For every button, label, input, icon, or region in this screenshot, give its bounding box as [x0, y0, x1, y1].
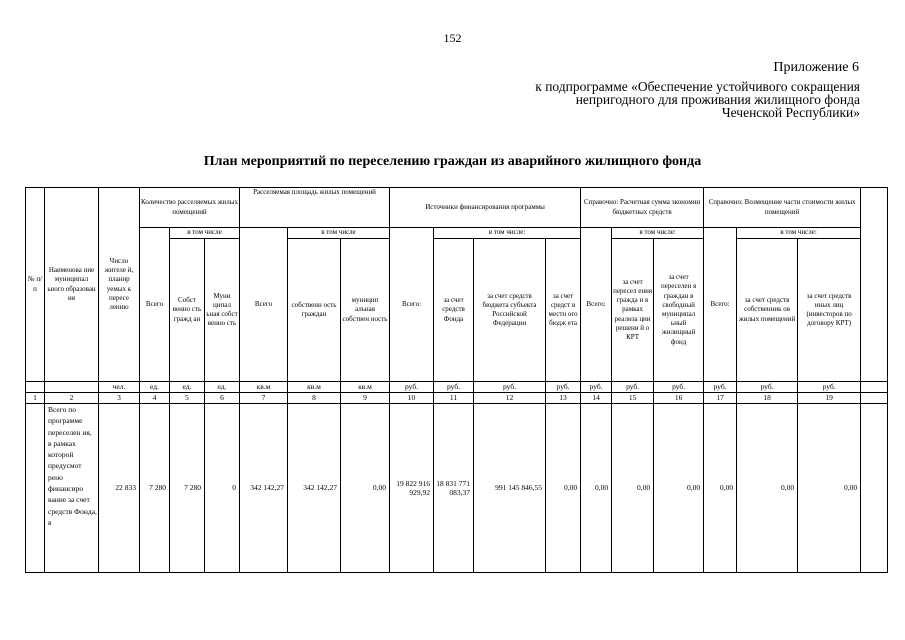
unit-cell: руб. — [704, 382, 737, 393]
header-savings-group: Справочно: Расчетная сумма экономии бюджетных средств — [581, 188, 704, 228]
column-number: 6 — [205, 393, 240, 404]
column-number: 1 — [26, 393, 45, 404]
header-savings-total: Всего: — [581, 228, 612, 382]
header-savings-free-fund: за счет переселен я граждан в свободный муниципал ьный жилищный фонд — [654, 239, 704, 382]
unit-cell: руб. — [612, 382, 654, 393]
unit-cell: руб. — [390, 382, 434, 393]
cell-finance-total: 19 822 916 929,92 — [390, 404, 434, 573]
header-finance-subject: за счет средств бюджета субъекта Российской Федерации — [474, 239, 546, 382]
unit-cell: руб. — [798, 382, 861, 393]
header-finance-total: Всего: — [390, 228, 434, 382]
appendix-title: Приложение 6 — [773, 60, 859, 75]
extra-column-cell — [861, 404, 888, 573]
cell-reimbursement-total: 0,00 — [704, 404, 737, 573]
header-finance-group: Источники финансирования программы — [390, 188, 581, 228]
extra-column-cell — [861, 382, 888, 393]
unit-cell: руб. — [546, 382, 581, 393]
header-reimbursement-group: Справочно: Возмещение части стоимости жилых помещений — [704, 188, 861, 228]
header-finance-local: за счет средст в местн ого бюдж ета — [546, 239, 581, 382]
header-savings-ktr: за счет пересел ения гражда н в рамках реализа ции решени й о КРТ — [612, 239, 654, 382]
unit-cell: чел. — [99, 382, 140, 393]
unit-cell: ед. — [205, 382, 240, 393]
header-premises-total: Всего — [140, 228, 170, 382]
resettlement-plan-table — [25, 187, 888, 573]
unit-cell: кв.м — [288, 382, 341, 393]
extra-column-cell — [861, 393, 888, 404]
cell-num — [26, 404, 45, 573]
column-number: 7 — [240, 393, 288, 404]
header-premises-municipal: Муни ципал ьная собст венно сть — [205, 239, 240, 382]
header-reimbursement-owners: за счет средств собственник ов жилых помещений — [737, 239, 798, 382]
header-area-group: Расселяемая площадь жилых помещений — [240, 188, 390, 228]
cell-residents: 22 833 — [99, 404, 140, 573]
unit-cell: руб. — [737, 382, 798, 393]
column-number: 2 — [45, 393, 99, 404]
header-premises-group: Количество расселяемых жилых помещений — [140, 188, 240, 228]
column-numbers-row — [26, 393, 888, 404]
cell-reimbursement-owners: 0,00 — [737, 404, 798, 573]
cell-finance-subject: 991 145 846,55 — [474, 404, 546, 573]
header-finance-fund: за счет средств Фонда — [434, 239, 474, 382]
table-row — [26, 404, 888, 573]
unit-cell: кв.м — [240, 382, 288, 393]
column-number: 11 — [434, 393, 474, 404]
column-number: 16 — [654, 393, 704, 404]
cell-savings-total: 0,00 — [581, 404, 612, 573]
cell-savings-free-fund: 0,00 — [654, 404, 704, 573]
header-reimbursement-investors: за счет средств иных лиц (инвесторов по договору КРТ) — [798, 239, 861, 382]
cell-area-total: 342 142,27 — [240, 404, 288, 573]
column-number: 14 — [581, 393, 612, 404]
unit-cell — [26, 382, 45, 393]
cell-area-owned: 342 142,27 — [288, 404, 341, 573]
header-area-including: в том числе — [288, 228, 390, 239]
header-premises-including: в том числе — [170, 228, 240, 239]
column-number: 18 — [737, 393, 798, 404]
unit-cell: ед. — [140, 382, 170, 393]
cell-name: Всего по программе переселен ия, в рамках которой предусмот рено финансиро вание за счет средств Фонда, в — [45, 404, 99, 573]
header-name: Наименова ние муниципал ьного образован ия — [45, 188, 99, 382]
column-number: 5 — [170, 393, 205, 404]
unit-cell: руб. — [581, 382, 612, 393]
header-savings-including: в том числе: — [612, 228, 704, 239]
extra-column-cell — [861, 188, 888, 382]
column-number: 4 — [140, 393, 170, 404]
cell-finance-fund: 18 831 771 083,37 — [434, 404, 474, 573]
unit-cell: кв.м — [341, 382, 390, 393]
cell-premises-municipal: 0 — [205, 404, 240, 573]
column-number: 10 — [390, 393, 434, 404]
header-area-total: Всего — [240, 228, 288, 382]
header-finance-including: в том числе: — [434, 228, 581, 239]
column-number: 12 — [474, 393, 546, 404]
header-premises-owned: Собст венно сть гражд ан — [170, 239, 205, 382]
header-area-municipal: муницип альная собствен ность — [341, 239, 390, 382]
header-reimbursement-including: в том числе: — [737, 228, 861, 239]
column-number: 3 — [99, 393, 140, 404]
appendix-subtitle: к подпрограмме «Обеспечение устойчивого сокращения непригодного для проживания жилищного фонда Чеченской Республики» — [535, 79, 860, 120]
unit-cell — [45, 382, 99, 393]
column-number: 15 — [612, 393, 654, 404]
cell-savings-ktr: 0,00 — [612, 404, 654, 573]
unit-cell: ед. — [170, 382, 205, 393]
plan-title: План мероприятий по переселению граждан из аварийного жилищного фонда — [203, 154, 702, 169]
unit-cell: руб. — [434, 382, 474, 393]
cell-area-municipal: 0,00 — [341, 404, 390, 573]
column-number: 17 — [704, 393, 737, 404]
column-number: 13 — [546, 393, 581, 404]
column-number: 9 — [341, 393, 390, 404]
units-row — [26, 382, 888, 393]
cell-premises-owned: 7 280 — [170, 404, 205, 573]
unit-cell: руб. — [654, 382, 704, 393]
page-number: 152 — [443, 31, 462, 45]
header-area-owned: собственн ость граждан — [288, 239, 341, 382]
cell-reimbursement-investors: 0,00 — [798, 404, 861, 573]
header-num: № п/ п — [26, 188, 45, 382]
header-reimbursement-total: Всего: — [704, 228, 737, 382]
cell-premises-total: 7 280 — [140, 404, 170, 573]
column-number: 19 — [798, 393, 861, 404]
unit-cell: руб. — [474, 382, 546, 393]
column-number: 8 — [288, 393, 341, 404]
cell-finance-local: 0,00 — [546, 404, 581, 573]
header-residents: Число жителе й, планир уемых к пересе лению — [99, 188, 140, 382]
